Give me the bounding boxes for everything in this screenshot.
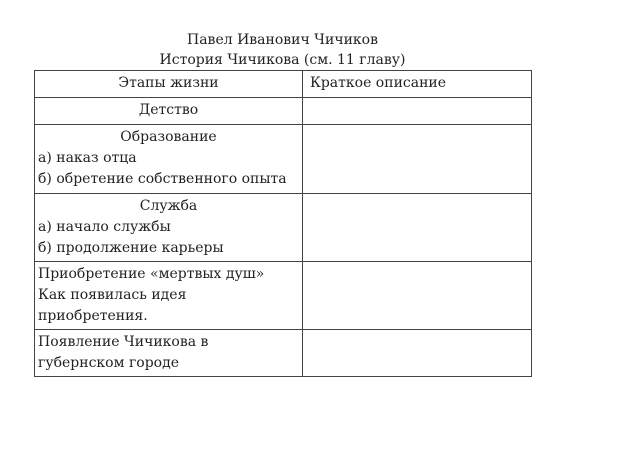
table-row bbox=[35, 125, 532, 194]
description-cell bbox=[303, 194, 532, 262]
table-header-row bbox=[35, 71, 532, 98]
stage-text-line: приобретения. bbox=[38, 308, 148, 324]
stage-subitem: а) начало службы bbox=[38, 219, 171, 235]
stage-text-line: Приобретение «мертвых душ» bbox=[38, 266, 265, 282]
stage-text-line: Появление Чичикова в bbox=[38, 334, 209, 350]
column-header-stages: Этапы жизни bbox=[35, 71, 303, 98]
description-cell bbox=[303, 98, 532, 125]
stage-text-line: губернском городе bbox=[38, 355, 179, 371]
stage-text-line: Как появилась идея bbox=[38, 287, 187, 303]
stage-title: Образование bbox=[120, 129, 217, 145]
stage-title: Служба bbox=[139, 198, 198, 214]
document-header bbox=[34, 30, 531, 70]
stage-cell-childhood bbox=[35, 98, 303, 125]
stage-subitem: б) продолжение карьеры bbox=[38, 240, 224, 256]
stage-cell-education bbox=[35, 125, 303, 194]
life-stages-table bbox=[34, 70, 532, 377]
description-cell bbox=[303, 262, 532, 330]
table-row bbox=[35, 330, 532, 377]
character-name: Павел Иванович Чичиков bbox=[187, 32, 378, 48]
table-row bbox=[35, 98, 532, 125]
stage-cell-dead-souls bbox=[35, 262, 303, 330]
table-caption: История Чичикова (см. 11 главу) bbox=[159, 52, 406, 68]
description-cell bbox=[303, 330, 532, 377]
column-header-description: Краткое описание bbox=[303, 71, 532, 98]
description-cell bbox=[303, 125, 532, 194]
stage-cell-service bbox=[35, 194, 303, 262]
stage-cell-arrival bbox=[35, 330, 303, 377]
stage-title: Детство bbox=[138, 102, 199, 118]
stage-subitem: а) наказ отца bbox=[38, 150, 137, 166]
table-row bbox=[35, 262, 532, 330]
table-row bbox=[35, 194, 532, 262]
stage-subitem: б) обретение собственного опыта bbox=[38, 171, 287, 187]
